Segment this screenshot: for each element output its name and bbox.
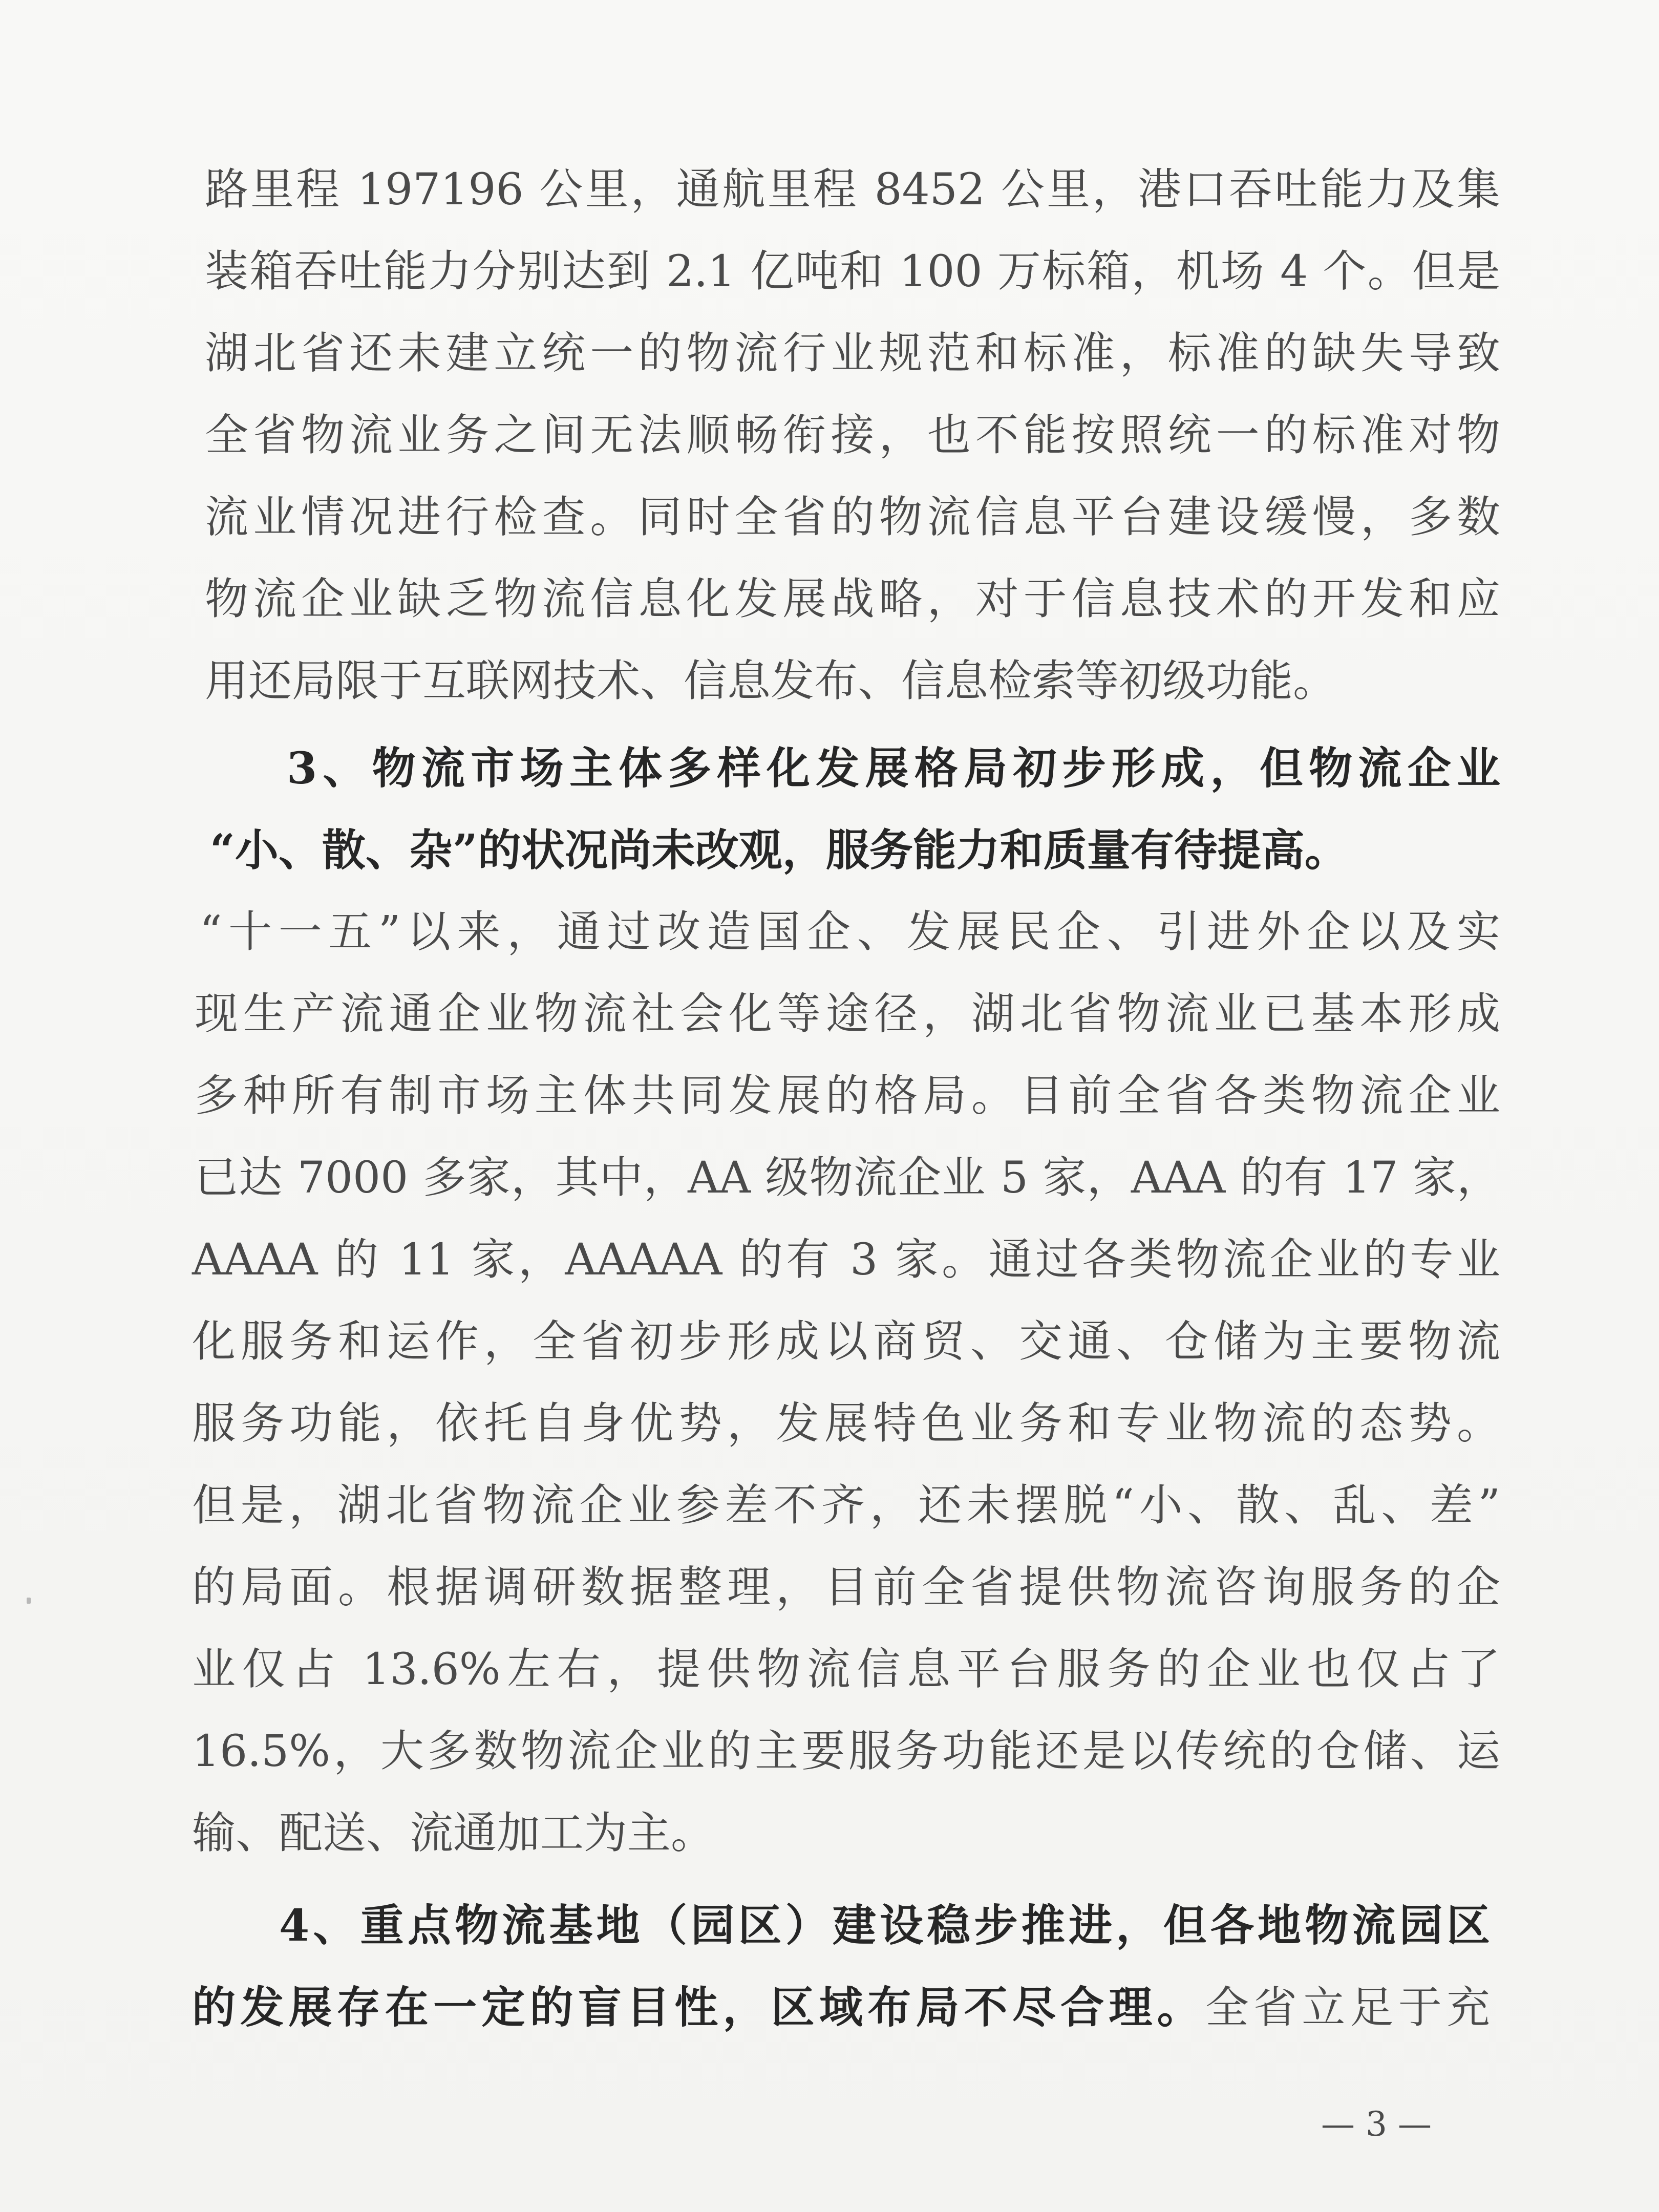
body-line: 装箱吞吐能力分别达到 2.1 亿吨和 100 万标箱，机场 4 个。但是 xyxy=(205,246,1500,297)
body-line: 路里程 197196 公里，通航里程 8452 公里，港口吞吐能力及集 xyxy=(205,164,1500,215)
body-line: 但是，湖北省物流企业参差不齐，还未摆脱“小、散、乱、差” xyxy=(192,1480,1500,1531)
body-line: 业仅占 13.6%左右，提供物流信息平台服务的企业也仅占了 xyxy=(192,1644,1500,1695)
section-4-heading-bold: 的发展存在一定的盲目性，区域布局不尽合理。 xyxy=(192,1982,1205,2033)
body-line: 湖北省还未建立统一的物流行业规范和标准，标准的缺失导致 xyxy=(205,328,1500,379)
body-line: 流业情况进行检查。同时全省的物流信息平台建设缓慢，多数 xyxy=(205,492,1500,543)
body-line: 16.5%，大多数物流企业的主要服务功能还是以传统的仓储、运 xyxy=(192,1726,1500,1777)
section-3-heading: 3、物流市场主体多样化发展格局初步形成，但物流企业 xyxy=(287,743,1500,794)
body-line: 多种所有制市场主体共同发展的格局。目前全省各类物流企业 xyxy=(195,1071,1500,1121)
section-4-heading: 4、重点物流基地（园区）建设稳步推进，但各地物流园区 xyxy=(279,1900,1490,1951)
body-line: 输、配送、流通加工为主。 xyxy=(192,1808,715,1859)
page-number: — 3 — xyxy=(1321,2104,1432,2144)
body-line: 物流企业缺乏物流信息化发展战略，对于信息技术的开发和应 xyxy=(205,574,1500,625)
body-line: 已达 7000 多家，其中，AA 级物流企业 5 家，AAA 的有 17 家， xyxy=(195,1153,1500,1203)
body-line: 全省物流业务之间无法顺畅衔接，也不能按照统一的标准对物 xyxy=(205,410,1500,461)
section-4-heading-continued xyxy=(192,1980,1490,2036)
body-line: 服务功能，依托自身优势，发展特色业务和专业物流的态势。 xyxy=(192,1398,1500,1449)
body-line: “十一五”以来，通过改造国企、发展民企、引进外企以及实 xyxy=(200,907,1500,958)
body-line: AAAA 的 11 家，AAAAA 的有 3 家。通过各类物流企业的专业 xyxy=(192,1235,1500,1285)
section-3-heading: “小、散、杂”的状况尚未改观，服务能力和质量有待提高。 xyxy=(210,825,1348,876)
body-line: 的局面。根据调研数据整理，目前全省提供物流咨询服务的企 xyxy=(192,1562,1500,1613)
body-line: 现生产流通企业物流社会化等途径，湖北省物流业已基本形成 xyxy=(195,989,1500,1039)
body-line: 用还局限于互联网技术、信息发布、信息检索等初级功能。 xyxy=(205,656,1337,707)
scan-speck xyxy=(27,1598,31,1604)
body-line: 化服务和运作，全省初步形成以商贸、交通、仓储为主要物流 xyxy=(192,1316,1500,1367)
body-text: 全省立足于充 xyxy=(1205,1983,1490,2033)
